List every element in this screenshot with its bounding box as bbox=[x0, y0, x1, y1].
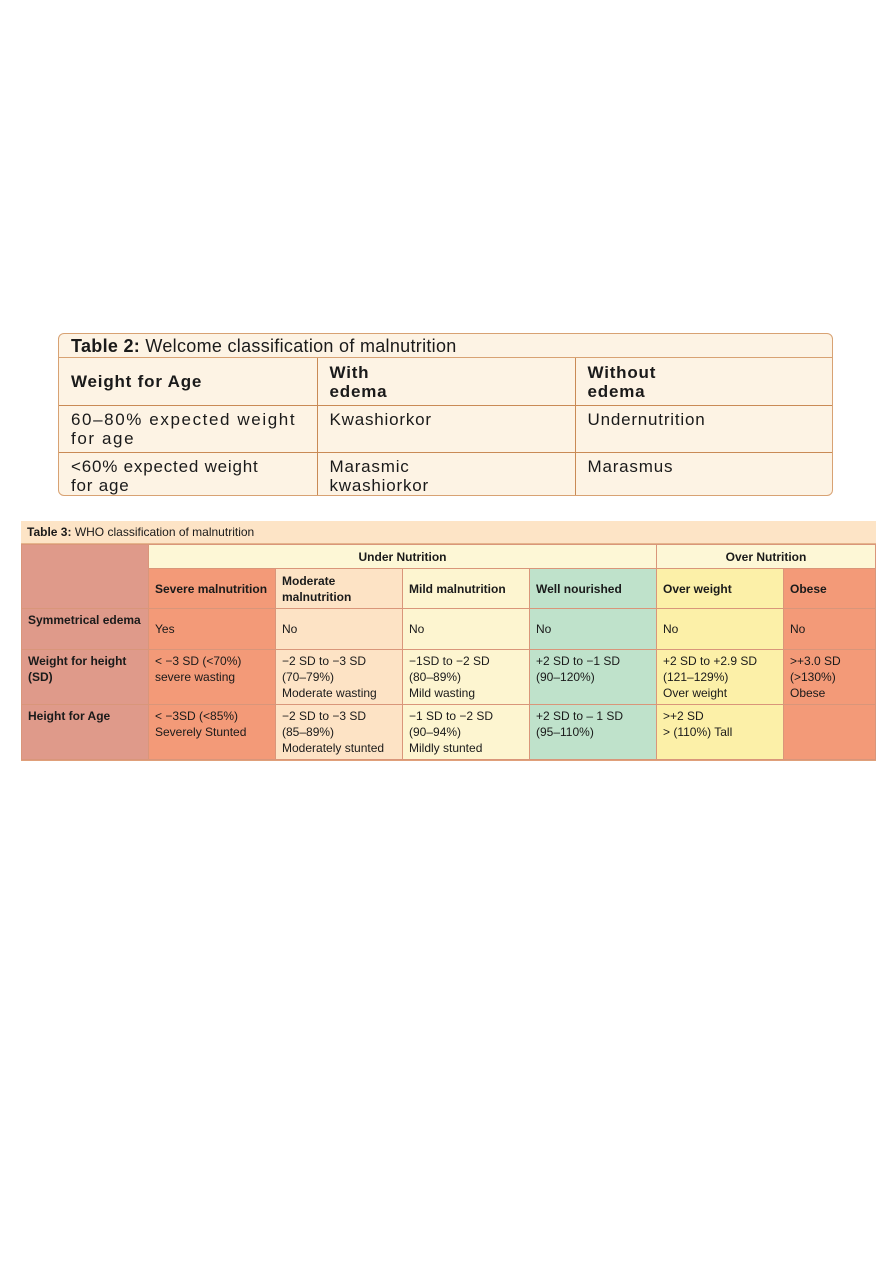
table-row bbox=[22, 609, 876, 650]
table-2-header-row bbox=[59, 358, 832, 405]
table-cell: −2 SD to −3 SD (85–89%) Moderately stunted bbox=[276, 705, 403, 760]
table-row bbox=[22, 705, 876, 760]
table-3-title-label: Table 3: bbox=[27, 525, 72, 539]
table-cell: No bbox=[657, 609, 784, 650]
table-cell: +2 SD to – 1 SD (95–110%) bbox=[530, 705, 657, 760]
column-header-row bbox=[22, 569, 876, 609]
table-row bbox=[59, 405, 832, 452]
row-header-height-for-age: Height for Age bbox=[22, 705, 149, 760]
col-well-nourished: Well nourished bbox=[530, 569, 657, 609]
col-obese: Obese bbox=[784, 569, 876, 609]
table-3-title bbox=[21, 521, 876, 544]
col-mild-malnutrition: Mild malnutrition bbox=[403, 569, 530, 609]
table-row bbox=[22, 650, 876, 705]
table-cell: No bbox=[276, 609, 403, 650]
header-with-edema: With edema bbox=[317, 358, 575, 405]
group-header-row bbox=[22, 545, 876, 569]
table-cell: <60% expected weight for age bbox=[59, 452, 317, 496]
col-severe-malnutrition: Severe malnutrition bbox=[149, 569, 276, 609]
table-cell: Kwashiorkor bbox=[317, 405, 575, 452]
table-cell: No bbox=[784, 609, 876, 650]
table-cell: +2 SD to +2.9 SD (121–129%) Over weight bbox=[657, 650, 784, 705]
table-cell: No bbox=[403, 609, 530, 650]
header-without-edema: Without edema bbox=[587, 363, 657, 401]
table-cell: −1 SD to −2 SD (90–94%) Mildly stunted bbox=[403, 705, 530, 760]
col-over-weight: Over weight bbox=[657, 569, 784, 609]
table-cell: No bbox=[530, 609, 657, 650]
table-2-title-label: Table 2: bbox=[71, 336, 141, 356]
table-cell: < −3 SD (<70%) severe wasting bbox=[149, 650, 276, 705]
table-cell bbox=[784, 705, 876, 760]
table-2 bbox=[58, 333, 833, 496]
table-cell: >+3.0 SD (>130%) Obese bbox=[784, 650, 876, 705]
table-2-title bbox=[59, 334, 832, 358]
table-3-grid bbox=[21, 544, 876, 760]
table-cell: Undernutrition bbox=[587, 409, 706, 429]
group-over-nutrition: Over Nutrition bbox=[657, 545, 876, 569]
row-header-weight-for-height: Weight for height (SD) bbox=[22, 650, 149, 705]
table-cell: Yes bbox=[149, 609, 276, 650]
header-weight-for-age: Weight for Age bbox=[59, 358, 317, 405]
group-under-nutrition: Under Nutrition bbox=[149, 545, 657, 569]
table-cell: −1SD to −2 SD (80–89%) Mild wasting bbox=[403, 650, 530, 705]
table-cell: Marasmus bbox=[587, 456, 674, 476]
table-cell: Marasmic kwashiorkor bbox=[317, 452, 575, 496]
table-cell: 60–80% expected weight for age bbox=[59, 405, 317, 452]
table-3-title-text: WHO classification of malnutrition bbox=[74, 525, 255, 539]
table-cell: >+2 SD > (110%) Tall bbox=[657, 705, 784, 760]
table-cell: +2 SD to −1 SD (90–120%) bbox=[530, 650, 657, 705]
table-3 bbox=[21, 521, 876, 761]
row-header-symmetrical-edema: Symmetrical edema bbox=[22, 609, 149, 650]
table-cell: −2 SD to −3 SD (70–79%) Moderate wasting bbox=[276, 650, 403, 705]
table-row bbox=[59, 452, 832, 496]
table-cell: < −3SD (<85%) Severely Stunted bbox=[149, 705, 276, 760]
table-2-grid bbox=[59, 358, 832, 496]
table-2-title-text: Welcome classification of malnutrition bbox=[145, 336, 457, 356]
col-moderate-malnutrition: Moderate malnutrition bbox=[276, 569, 403, 609]
corner-cell bbox=[22, 545, 149, 609]
